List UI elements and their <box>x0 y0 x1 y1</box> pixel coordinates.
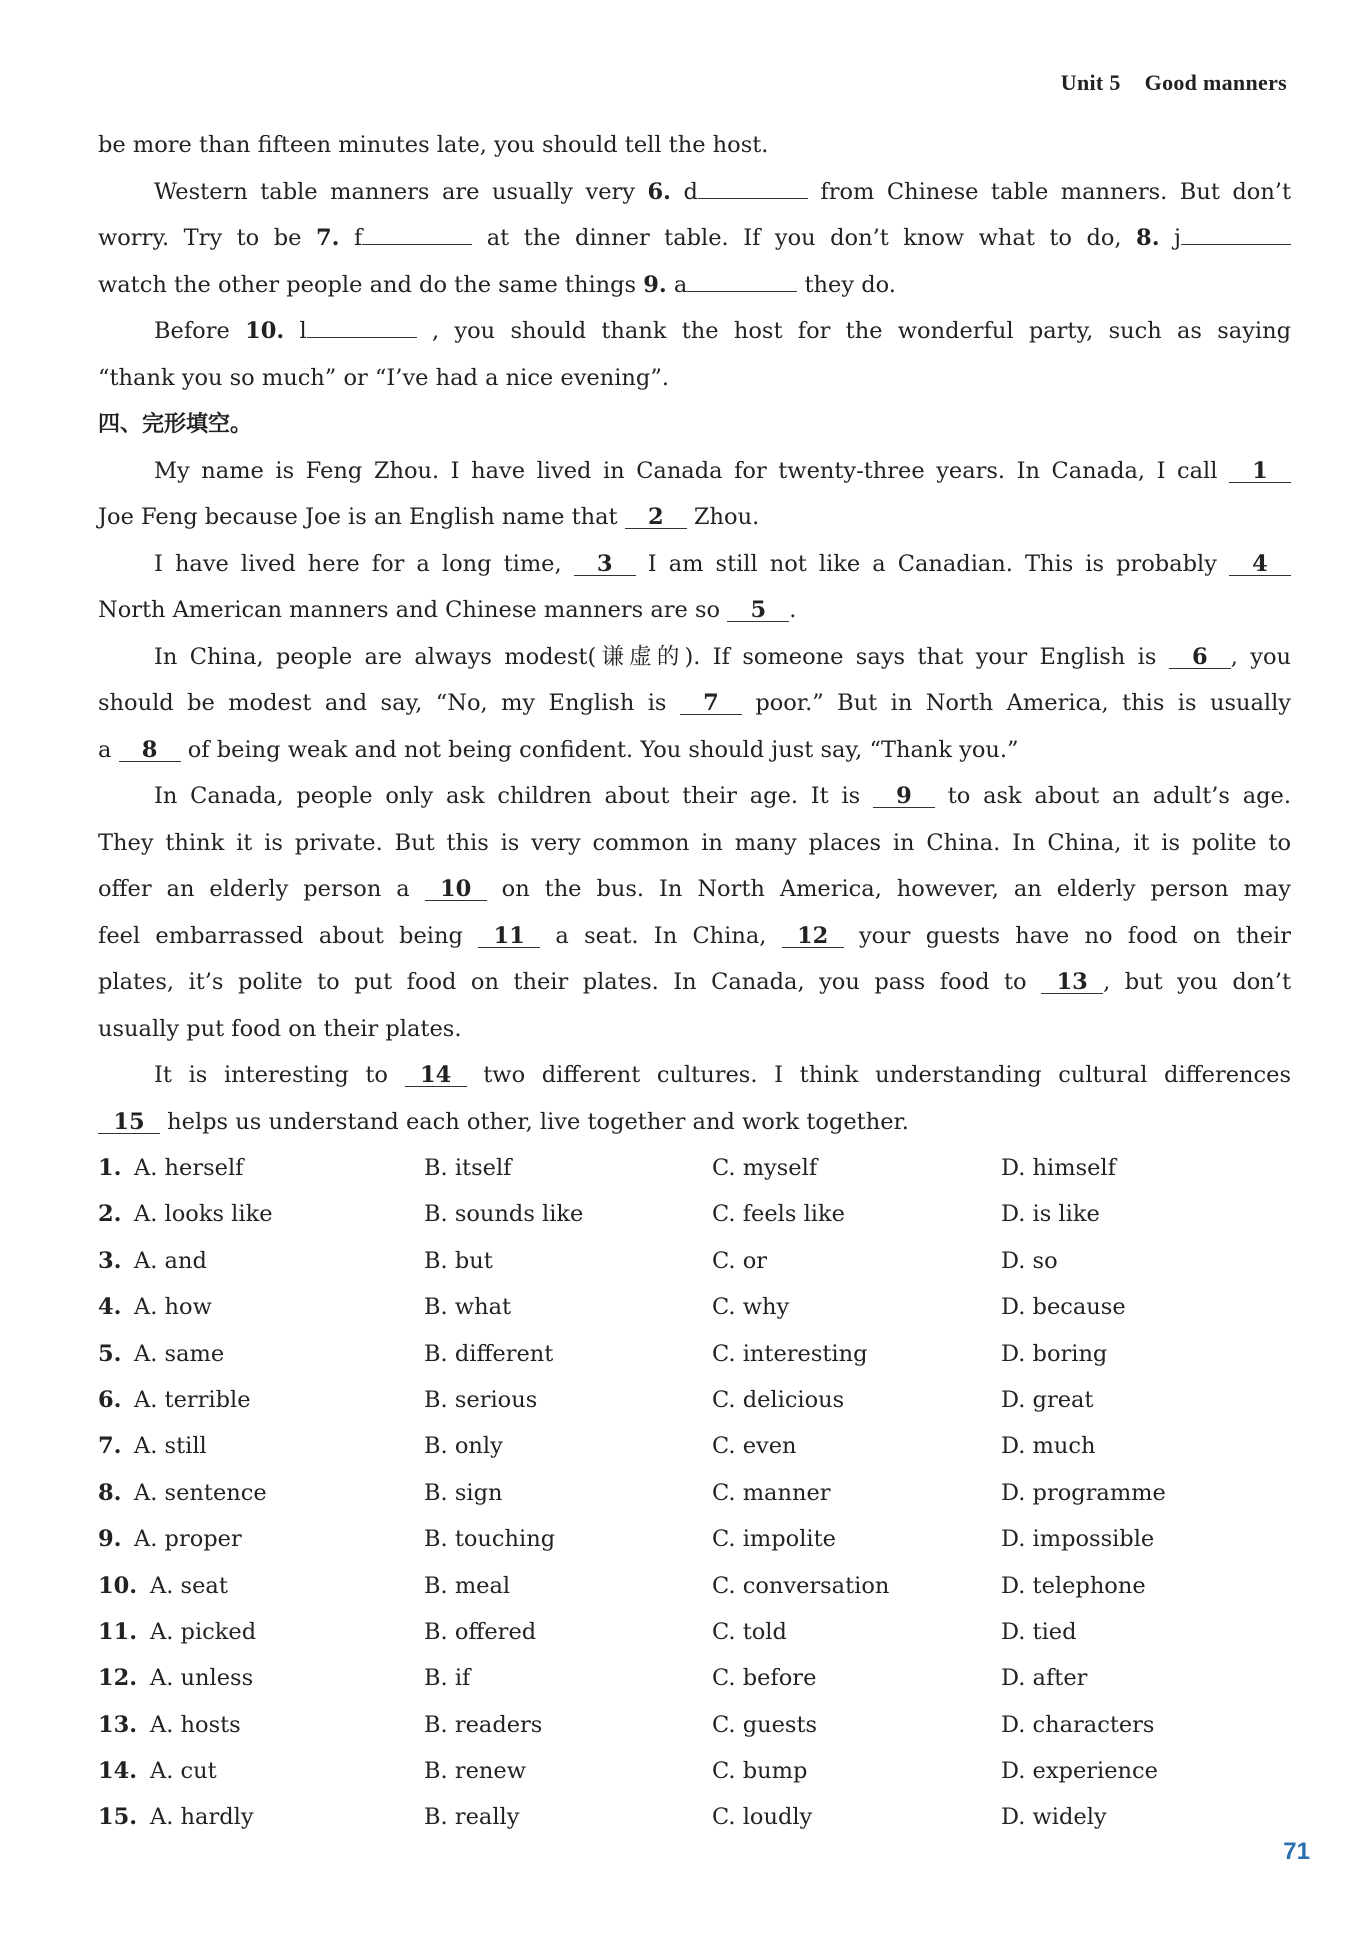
unit-topic: Good manners <box>1144 70 1287 95</box>
option-c[interactable]: C. manner <box>712 1479 831 1506</box>
question-row: 10. A. seat B. meal C. conversation D. telephone <box>98 1563 1291 1609</box>
option-d[interactable]: D. himself <box>1001 1155 1116 1181</box>
passage-line: “thank you so much” or “I’ve had a nice evening”. <box>98 364 669 391</box>
question-row: 15. A. hardly B. really C. loudly D. widely <box>98 1794 1291 1840</box>
option-d[interactable]: D. much <box>1001 1433 1096 1460</box>
option-c[interactable]: C. even <box>712 1433 797 1460</box>
gap-number[interactable]: 3 <box>574 553 636 576</box>
running-header <box>1061 70 1287 96</box>
option-c[interactable]: C. loudly <box>712 1804 813 1831</box>
passage-line: In Canada, people only ask children about their age. It is 9 to ask about an adult’s age. <box>154 783 1292 809</box>
option-b[interactable]: B. serious <box>424 1386 538 1413</box>
option-a[interactable]: A. terrible <box>134 1386 251 1413</box>
option-a[interactable]: A. unless <box>150 1665 254 1692</box>
option-b[interactable]: B. sounds like <box>424 1201 584 1228</box>
main-content <box>98 122 1291 1841</box>
option-a[interactable]: A. looks like <box>134 1201 273 1228</box>
passage-line: North American manners and Chinese manners are so 5 . <box>98 597 797 623</box>
question-row: 8. A. sentence B. sign C. manner D. programme <box>98 1470 1291 1516</box>
option-d[interactable]: D. telephone <box>1001 1572 1146 1599</box>
passage-line: I have lived here for a long time, 3 I am still not like a Canadian. This is probably 4 <box>98 541 1291 588</box>
passage-line: It is interesting to 14 two different cultures. I think understanding cultural differences <box>154 1062 1291 1088</box>
option-a[interactable]: A. same <box>134 1340 225 1367</box>
passage-line: worry. Try to be 7. f at the dinner table. If you don’t know what to do, 8. j <box>98 215 1291 262</box>
option-d[interactable]: D. boring <box>1001 1340 1108 1367</box>
gap-number[interactable]: 10 <box>425 878 487 901</box>
option-d[interactable]: D. widely <box>1001 1804 1107 1831</box>
option-b[interactable]: B. readers <box>424 1711 543 1738</box>
option-a[interactable]: A. still <box>134 1433 207 1460</box>
question-row: 13. A. hosts B. readers C. guests D. characters <box>98 1702 1291 1748</box>
option-c[interactable]: C. feels like <box>712 1201 845 1228</box>
question-row: 11. A. picked B. offered C. told D. tied <box>98 1609 1291 1655</box>
option-b[interactable]: B. really <box>424 1804 520 1831</box>
passage-line: They think it is private. But this is very common in many places in China. In China, it is polite to <box>98 829 1291 856</box>
option-a[interactable]: A. proper <box>134 1526 242 1553</box>
option-c[interactable]: C. impolite <box>712 1526 836 1553</box>
options-list <box>98 1145 1291 1841</box>
option-b[interactable]: B. touching <box>424 1526 556 1553</box>
option-a[interactable]: A. and <box>134 1247 207 1274</box>
option-c[interactable]: C. interesting <box>712 1340 868 1367</box>
passage-line: Joe Feng because Joe is an English name that 2 Zhou. <box>98 504 760 530</box>
option-a[interactable]: A. herself <box>134 1155 244 1181</box>
question-row: 2. A. looks like B. sounds like C. feels like D. is like <box>98 1191 1291 1237</box>
gap-number[interactable]: 15 <box>98 1111 160 1134</box>
option-b[interactable]: B. offered <box>424 1618 537 1645</box>
option-c[interactable]: C. bump <box>712 1758 808 1785</box>
option-b[interactable]: B. only <box>424 1433 503 1460</box>
option-b[interactable]: B. sign <box>424 1479 503 1506</box>
question-row: 12. A. unless B. if C. before D. after <box>98 1655 1291 1701</box>
option-a[interactable]: A. picked <box>150 1618 257 1645</box>
option-b[interactable]: B. but <box>424 1247 493 1274</box>
option-a[interactable]: A. seat <box>150 1572 228 1599</box>
option-c[interactable]: C. delicious <box>712 1386 845 1413</box>
question-row: 9. A. proper B. touching C. impolite D. impossible <box>98 1516 1291 1562</box>
answer-blank[interactable] <box>1181 244 1291 245</box>
question-row: 14. A. cut B. renew C. bump D. experience <box>98 1748 1291 1794</box>
gap-number[interactable]: 5 <box>727 599 789 622</box>
option-c[interactable]: C. myself <box>712 1155 818 1181</box>
option-a[interactable]: A. hardly <box>150 1804 254 1831</box>
option-c[interactable]: C. conversation <box>712 1572 890 1599</box>
option-a[interactable]: A. hosts <box>150 1711 241 1738</box>
unit-label: Unit 5 <box>1060 70 1121 95</box>
option-b[interactable]: B. renew <box>424 1758 526 1785</box>
option-a[interactable]: A. cut <box>150 1758 217 1785</box>
option-d[interactable]: D. experience <box>1001 1758 1158 1785</box>
gap-number[interactable]: 1 <box>1229 460 1291 483</box>
option-d[interactable]: D. after <box>1001 1665 1088 1692</box>
answer-blank[interactable] <box>687 291 797 292</box>
passage-line: be more than fifteen minutes late, you should tell the host. <box>98 132 769 158</box>
passage-line: offer an elderly person a 10 on the bus. In North America, however, an elderly person may <box>98 876 1292 902</box>
option-a[interactable]: A. how <box>134 1294 212 1321</box>
option-b[interactable]: B. itself <box>424 1155 512 1181</box>
option-b[interactable]: B. different <box>424 1340 554 1367</box>
passage-line: Before 10. l , you should thank the host for the wonderful party, such as saying <box>154 318 1292 344</box>
passage-line: My name is Feng Zhou. I have lived in Canada for twenty-three years. In Canada, I call 1 <box>98 448 1291 495</box>
passage-line: should be modest and say, “No, my English is 7 poor.” But in North America, this is usually <box>98 690 1292 716</box>
passage-line: usually put food on their plates. <box>98 1015 462 1042</box>
gap-number[interactable]: 9 <box>873 785 935 808</box>
answer-blank[interactable] <box>698 198 808 199</box>
option-c[interactable]: C. why <box>712 1294 790 1321</box>
answer-blank[interactable] <box>362 244 472 245</box>
passage-line: a 8 of being weak and not being confident. You should just say, “Thank you.” <box>98 736 1019 763</box>
option-b[interactable]: B. what <box>424 1294 512 1321</box>
option-d[interactable]: D. great <box>1001 1386 1094 1413</box>
gap-number[interactable]: 13 <box>1041 971 1103 994</box>
passage-line: feel embarrassed about being 11 a seat. In China, 12 your guests have no food on their <box>98 922 1291 949</box>
passage-line: plates, it’s polite to put food on their plates. In Canada, you pass food to 13 , but you don’t <box>98 969 1291 995</box>
question-row: 7. A. still B. only C. even D. much <box>98 1423 1291 1469</box>
answer-blank[interactable] <box>307 337 417 338</box>
passage-line: In China, people are always modest(谦虚的). If someone says that your English is 6 , you <box>154 643 1292 670</box>
option-b[interactable]: B. meal <box>424 1572 511 1599</box>
page-number: 71 <box>1283 1838 1310 1865</box>
question-row: 6. A. terrible B. serious C. delicious D. great <box>98 1377 1291 1423</box>
question-row: 4. A. how B. what C. why D. because <box>98 1284 1291 1330</box>
gap-number[interactable]: 8 <box>119 739 181 762</box>
option-c[interactable]: C. told <box>712 1618 787 1645</box>
gap-number[interactable]: 4 <box>1229 553 1291 576</box>
gap-number[interactable]: 7 <box>680 692 742 715</box>
question-row: 3. A. and B. but C. or D. so <box>98 1238 1291 1284</box>
option-a[interactable]: A. sentence <box>134 1479 267 1506</box>
gap-number[interactable]: 6 <box>1169 646 1231 669</box>
gap-number[interactable]: 12 <box>782 925 844 948</box>
option-d[interactable]: D. programme <box>1001 1479 1166 1506</box>
passage-line: Western table manners are usually very 6. d from Chinese table manners. But don’t <box>154 178 1292 205</box>
option-c[interactable]: C. guests <box>712 1711 818 1738</box>
option-d[interactable]: D. because <box>1001 1294 1126 1321</box>
option-c[interactable]: C. before <box>712 1665 817 1692</box>
question-row: 5. A. same B. different C. interesting D. boring <box>98 1331 1291 1377</box>
gap-number[interactable]: 2 <box>625 506 687 529</box>
option-d[interactable]: D. tied <box>1001 1618 1077 1645</box>
option-d[interactable]: D. is like <box>1001 1201 1100 1228</box>
passage-line: 15 helps us understand each other, live together and work together. <box>98 1099 1291 1146</box>
question-row: 1. A. herself B. itself C. myself D. himself <box>98 1145 1291 1191</box>
passage-line: watch the other people and do the same things 9. a they do. <box>98 271 896 298</box>
option-d[interactable]: D. characters <box>1001 1711 1155 1738</box>
gap-number[interactable]: 11 <box>478 925 540 948</box>
section-heading: 四、完形填空。 <box>98 412 253 437</box>
option-b[interactable]: B. if <box>424 1665 471 1692</box>
gap-number[interactable]: 14 <box>405 1064 467 1087</box>
option-d[interactable]: D. impossible <box>1001 1526 1155 1553</box>
option-d[interactable]: D. so <box>1001 1247 1058 1274</box>
option-c[interactable]: C. or <box>712 1247 768 1274</box>
